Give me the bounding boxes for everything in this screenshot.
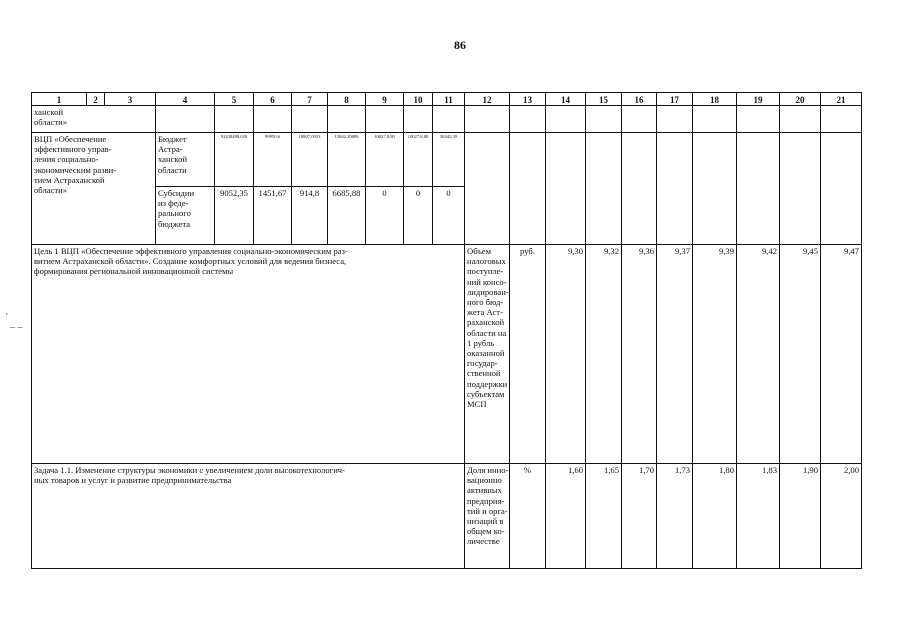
column-header-5: 5 [214,92,254,106]
goal-value-cell: 9,37 [656,244,693,464]
task-value-cell: 1,60 [545,463,586,569]
carryover-empty-cell [327,105,366,133]
vcp-empty-cell [621,132,657,245]
carryover-empty-cell [820,105,862,133]
carryover-empty-cell [692,105,737,133]
column-header-4: 4 [155,92,215,106]
vcp-subsidy-value: 0 [365,186,404,245]
carryover-empty-cell [432,105,465,133]
column-header-18: 18 [692,92,737,106]
goal-unit-cell: руб. [509,244,546,464]
carryover-empty-cell [214,105,254,133]
program-indicators-table [31,92,901,568]
vcp-subsidy-value: 0 [403,186,433,245]
carryover-empty-cell [585,105,622,133]
vcp-empty-cell [820,132,862,245]
carryover-empty-cell [656,105,693,133]
carryover-empty-cell [621,105,657,133]
column-header-17: 17 [656,92,693,106]
goal-indicator-cell: Объем налоговых поступле- ний консо- лидирован- ного бюд- жета Аст- раханской области на 1 рубль оказанной государ- ственной поддержки субъектам МСП [464,244,510,464]
carryover-cell: ханской области» [31,105,156,133]
goal-value-cell: 9,47 [820,244,862,464]
vcp-empty-cell [656,132,693,245]
carryover-empty-cell [464,105,510,133]
vcp-budget-value: 10027,8,80 [403,132,433,187]
column-header-16: 16 [621,92,657,106]
column-header-13: 13 [509,92,546,106]
vcp-budget-value: 99950,6 [253,132,292,187]
task-value-cell: 1,70 [621,463,657,569]
column-header-12: 12 [464,92,510,106]
column-header-21: 21 [820,92,862,106]
carryover-empty-cell [155,105,215,133]
vcp-empty-cell [692,132,737,245]
column-header-10: 10 [403,92,433,106]
column-header-20: 20 [779,92,821,106]
column-header-19: 19 [736,92,780,106]
vcp-subsidy-value: 1451,67 [253,186,292,245]
column-header-9: 9 [365,92,404,106]
carryover-empty-cell [291,105,328,133]
goal-value-cell: 9,36 [621,244,657,464]
carryover-empty-cell [365,105,404,133]
vcp-empty-cell [509,132,546,245]
task-value-cell: 1,90 [779,463,821,569]
margin-mark-dashes: – – [10,322,23,333]
task-text-cell: Задача 1.1. Изменение структуры экономики с увеличением доли высокотехнологич- ных товаров и услуг и развитие предпринимательства [31,463,465,569]
column-header-15: 15 [585,92,622,106]
task-value-cell: 2,00 [820,463,862,569]
column-header-7: 7 [291,92,328,106]
goal-value-cell: 9,30 [545,244,586,464]
vcp-budget-value: 30445,39 [432,132,465,187]
vcp-budget-value: 13042,20889 [327,132,366,187]
page-number: 86 [454,38,466,52]
vcp-source-subsidy: Субсидии из феде- рального бюджета [155,186,215,245]
goal-text-cell: Цель 1 ВЦП «Обеспечение эффективного управления социально-экономическим раз- витием Астраханской области». Создание комфортных условий для ведения бизнеса, формирования региональной инновационной системы [31,244,465,464]
goal-value-cell: 9,32 [585,244,622,464]
vcp-subsidy-value: 914,8 [291,186,328,245]
vcp-budget-value: 18807,0933 [291,132,328,187]
vcp-empty-cell [736,132,780,245]
column-header-11: 11 [432,92,465,106]
goal-value-cell: 9,45 [779,244,821,464]
carryover-empty-cell [403,105,433,133]
carryover-empty-cell [253,105,292,133]
goal-value-cell: 9,42 [736,244,780,464]
carryover-empty-cell [779,105,821,133]
margin-mark-tick: ' [6,312,8,323]
vcp-empty-cell [545,132,586,245]
task-indicator-cell: Доля инно- вационно активных предприя- тий и орга- низаций в общем ко- личестве [464,463,510,569]
column-header-3: 3 [104,92,156,106]
carryover-empty-cell [736,105,780,133]
vcp-empty-cell [585,132,622,245]
vcp-empty-cell [779,132,821,245]
vcp-budget-value: 10027,8,80 [365,132,404,187]
vcp-subsidy-value: 0 [432,186,465,245]
column-header-14: 14 [545,92,586,106]
column-header-6: 6 [253,92,292,106]
task-unit-cell: % [509,463,546,569]
task-value-cell: 1,65 [585,463,622,569]
task-value-cell: 1,73 [656,463,693,569]
carryover-empty-cell [509,105,546,133]
column-header-1: 1 [31,92,87,106]
carryover-empty-cell [545,105,586,133]
column-header-2: 2 [86,92,105,106]
vcp-subsidy-value: 6685,88 [327,186,366,245]
vcp-subsidy-value: 9052,35 [214,186,254,245]
goal-value-cell: 9,39 [692,244,737,464]
column-header-8: 8 [327,92,366,106]
task-value-cell: 1,80 [692,463,737,569]
vcp-name-cell: ВЦП «Обеспечение эффективного управ- ления социально- экономическим разви- тием Астраханской области» [31,132,156,245]
vcp-budget-value: 92438489,020 [214,132,254,187]
vcp-source-budget: Бюджет Астра- ханской области [155,132,215,187]
task-value-cell: 1,83 [736,463,780,569]
vcp-empty-cell [464,132,510,245]
